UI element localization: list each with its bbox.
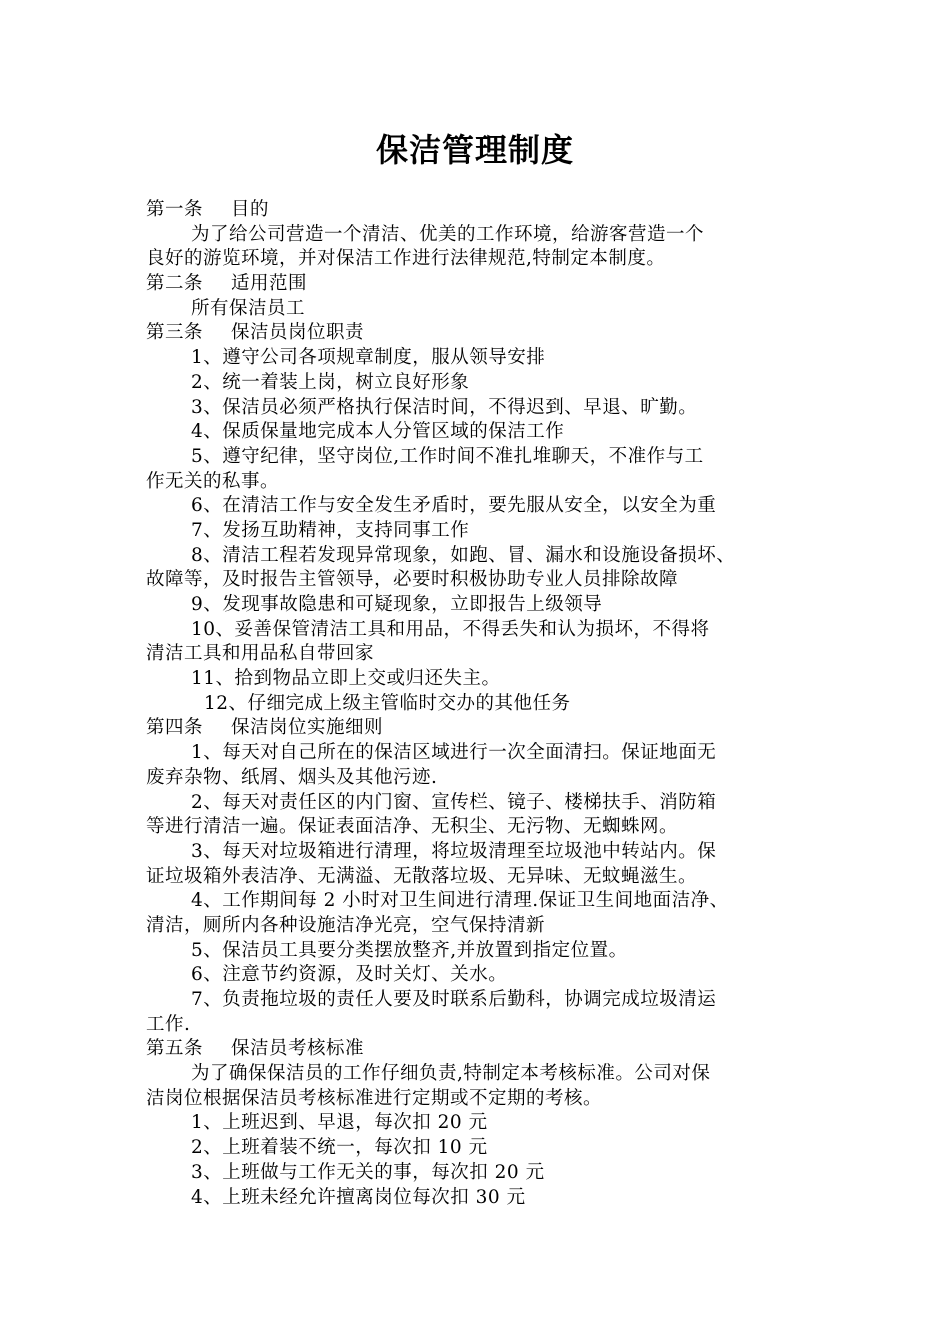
paragraph-line: 10、妥善保管清洁工具和用品，不得丢失和认为损坏，不得将 [191,618,710,640]
paragraph-line: 2、上班着装不统一，每次扣 10 元 [191,1137,488,1159]
paragraph-line: 3、保洁员必须严格执行保洁时间，不得迟到、早退、旷勤。 [191,396,698,418]
paragraph-line: 12、仔细完成上级主管临时交办的其他任务 [204,692,571,714]
section-number: 第二条 [146,273,204,295]
paragraph-line: 11、拾到物品立即上交或归还失主。 [191,668,501,690]
paragraph-line: 1、每天对自己所在的保洁区域进行一次全面清扫。保证地面无 [191,742,717,764]
section-heading [146,272,814,297]
paragraph-line: 证垃圾箱外表洁净、无满溢、无散落垃圾、无异味、无蚊蝇滋生。 [146,865,698,887]
section-heading [146,198,814,223]
paragraph-line: 4、上班未经允许擅离岗位每次扣 30 元 [191,1186,526,1208]
paragraph-line: 为了给公司营造一个清洁、优美的工作环境，给游客营造一个 [191,223,705,245]
paragraph-line: 7、发扬互助精神，支持同事工作 [191,519,470,541]
section-heading [146,716,814,741]
paragraph-line: 作无关的私事。 [146,470,280,492]
paragraph-line: 等进行清洁一遍。保证表面洁净、无积尘、无污物、无蜘蛛网。 [146,816,679,838]
paragraph-line: 2、统一着装上岗，树立良好形象 [191,371,470,393]
section-title: 保洁员考核标准 [231,1038,365,1060]
paragraph-line: 3、每天对垃圾箱进行清理，将垃圾清理至垃圾池中转站内。保 [191,840,717,862]
paragraph-line: 1、上班迟到、早退，每次扣 20 元 [191,1112,488,1134]
paragraph-line: 7、负责拖垃圾的责任人要及时联系后勤科，协调完成垃圾清运 [191,989,717,1010]
section-number: 第一条 [146,199,204,220]
paragraph-line: 5、保洁员工具要分类摆放整齐,并放置到指定位置。 [191,939,628,961]
section-number: 第三条 [146,322,204,344]
document-body [146,198,814,1210]
section-title: 目的 [231,199,270,220]
paragraph-line: 洁岗位根据保洁员考核标准进行定期或不定期的考核。 [146,1087,603,1109]
paragraph-line: 清洁，厕所内各种设施洁净光亮，空气保持清新 [146,914,546,936]
section-heading [146,1037,814,1062]
paragraph-line: 清洁工具和用品私自带回家 [146,643,375,665]
paragraph-line: 良好的游览环境，并对保洁工作进行法律规范,特制定本制度。 [146,248,666,270]
paragraph-line: 1、遵守公司各项规章制度，服从领导安排 [191,347,546,369]
paragraph-line: 4、保质保量地完成本人分管区域的保洁工作 [191,421,565,443]
paragraph-line: 3、上班做与工作无关的事，每次扣 20 元 [191,1161,545,1183]
section-number: 第四条 [146,717,204,739]
paragraph-line: 所有保洁员工 [191,297,306,319]
paragraph-line: 废弃杂物、纸屑、烟头及其他污迹. [146,766,438,788]
paragraph-line: 6、注意节约资源，及时关灯、关水。 [191,964,508,986]
section-title: 保洁岗位实施细则 [231,717,384,739]
paragraph-line: 工作. [146,1013,191,1035]
paragraph-line: 5、遵守纪律，坚守岗位,工作时间不准扎堆聊天，不准作与工 [191,445,704,467]
section-number: 第五条 [146,1038,204,1060]
paragraph-line: 6、在清洁工作与安全发生矛盾时，要先服从安全，以安全为重 [191,495,717,517]
paragraph-line: 4、工作期间每 2 小时对卫生间进行清理.保证卫生间地面洁净、 [191,890,729,912]
paragraph-line: 8、清洁工程若发现异常现象，如跑、冒、漏水和设施设备损坏、 [191,544,736,566]
paragraph-line: 故障等，及时报告主管领导，必要时积极协助专业人员排除故障 [146,569,679,591]
document-title: 保洁管理制度 [375,131,574,169]
section-title: 保洁员岗位职责 [231,322,365,344]
paragraph-line: 9、发现事故隐患和可疑现象，立即报告上级领导 [191,594,603,615]
section-title: 适用范围 [231,273,308,295]
section-heading [146,321,814,346]
paragraph-line: 为了确保保洁员的工作仔细负责,特制定本考核标准。公司对保 [191,1063,711,1085]
paragraph-line: 2、每天对责任区的内门窗、宣传栏、镜子、楼梯扶手、消防箱 [191,791,717,813]
